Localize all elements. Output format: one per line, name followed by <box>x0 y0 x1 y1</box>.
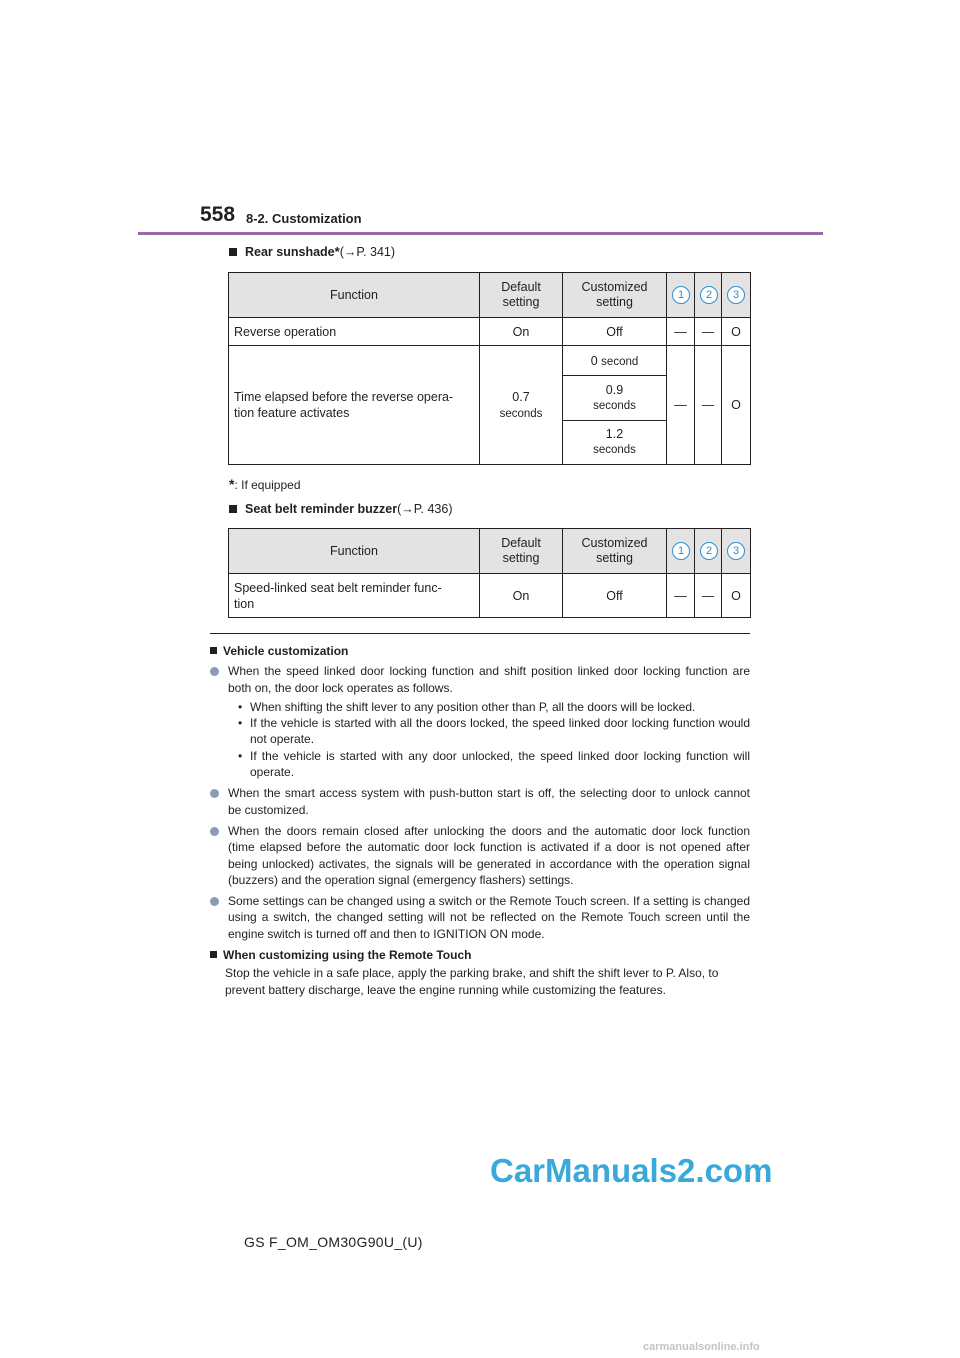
seat-belt-ref[interactable]: (→P. 436) <box>397 502 453 516</box>
col-2-cell: — <box>695 346 722 465</box>
list-item: When the speed linked door locking function and shift position linked door locking function are both on, the door lock operates as follows. • When shifting the shift lever to any position other than P, all the doors will be locked. • If the vehicle is started with all the doors locked, the speed linked door locking function would not operate. • If the vehicle is started with any door unlocked, the speed linked door locking function will operate. <box>210 663 750 780</box>
function-header: Function <box>229 529 480 574</box>
function-cell: Time elapsed before the reverse opera- tion feature activates <box>229 346 480 465</box>
col-1-cell: — <box>667 346 695 465</box>
bullet-dot-icon <box>210 789 219 798</box>
sub-list-item: • If the vehicle is started with any door unlocked, the speed linked door locking function will operate. <box>238 748 750 780</box>
customized-header: Customized setting <box>563 529 667 574</box>
rear-sunshade-table <box>228 272 751 465</box>
default-header: Default setting <box>480 529 563 574</box>
col-1-header <box>667 529 695 574</box>
col-3-cell: O <box>722 346 751 465</box>
header-rule <box>138 232 823 235</box>
sub-list-item: • When shifting the shift lever to any position other than P, all the doors will be locked. <box>238 699 696 714</box>
number-2-icon: 2 <box>700 286 718 304</box>
remote-touch-heading: When customizing using the Remote Touch <box>210 947 750 963</box>
table-row <box>229 346 751 376</box>
col-1-cell: — <box>667 574 695 618</box>
bullet-dot-icon <box>210 827 219 836</box>
watermark-text: carmanualsonline.info <box>643 1341 760 1353</box>
table-row <box>229 574 751 618</box>
seat-belt-title: Seat belt reminder buzzer <box>245 502 398 516</box>
customized-cell: Off <box>563 318 667 346</box>
number-3-icon: 3 <box>727 542 745 560</box>
col-1-header <box>667 273 695 318</box>
customized-option-cell: 0.9 seconds <box>563 376 667 421</box>
vehicle-customization-heading: Vehicle customization <box>210 643 750 659</box>
notes-divider <box>210 633 750 634</box>
bullet-dot-icon <box>210 897 219 906</box>
bullet-dot-icon <box>210 667 219 676</box>
default-cell: 0.7 seconds <box>480 346 563 465</box>
list-item: When the smart access system with push-button start is off, the selecting door to unlock cannot be customized. <box>210 785 750 818</box>
col-3-cell: O <box>722 318 751 346</box>
number-1-icon: 1 <box>672 286 690 304</box>
rear-sunshade-title: Rear sunshade <box>245 244 335 259</box>
document-code: GS F_OM_OM30G90U_(U) <box>244 1234 423 1250</box>
seat-belt-heading <box>229 502 452 516</box>
square-bullet-icon <box>210 951 217 958</box>
function-header: Function <box>229 273 480 318</box>
number-2-icon: 2 <box>700 542 718 560</box>
equipped-star: * <box>334 244 340 259</box>
rear-sunshade-heading <box>229 244 395 259</box>
sub-list-item: • If the vehicle is started with all the doors locked, the speed linked door locking function would not operate. <box>238 716 750 747</box>
col-1-cell: — <box>667 318 695 346</box>
notes <box>210 643 750 998</box>
list-item: When the doors remain closed after unlocking the doors and the automatic door lock function (time elapsed before the automatic door lock function is activated if a door is not opened after being unlocked) activates, the signals will be generated in accordance with the operation signal (buzzers) and the operation signal (emergency flashers) settings. <box>210 823 750 888</box>
footnote: *: If equipped <box>229 476 301 492</box>
seat-belt-table <box>228 528 751 618</box>
square-bullet-icon <box>210 647 217 654</box>
number-1-icon: 1 <box>672 542 690 560</box>
customized-option-cell: 1.2 seconds <box>563 421 667 465</box>
function-cell: Speed-linked seat belt reminder func- tion <box>229 574 480 618</box>
col-2-header <box>695 273 722 318</box>
list-item: Some settings can be changed using a switch or the Remote Touch screen. If a setting is changed using a switch, the changed setting will not be reflected on the Remote Touch screen until the engine switch is turned off and then to IGNITION ON mode. <box>210 893 750 942</box>
col-2-cell: — <box>695 318 722 346</box>
rear-sunshade-ref[interactable]: (→P. 341) <box>339 244 396 259</box>
table-row <box>229 318 751 346</box>
number-3-icon: 3 <box>727 286 745 304</box>
col-2-header <box>695 529 722 574</box>
page-number: 558 <box>200 203 236 226</box>
col-3-header <box>722 529 751 574</box>
col-2-cell: — <box>695 574 722 618</box>
watermark-logo: CarManuals2.com <box>490 1152 773 1189</box>
customized-cell: Off <box>563 574 667 618</box>
remote-touch-text: Stop the vehicle in a safe place, apply the parking brake, and shift the shift lever to P. Also, to prevent battery discharge, leave the engine running while customizing the features. <box>225 966 719 997</box>
col-3-cell: O <box>722 574 751 618</box>
customized-header: Customized setting <box>563 273 667 318</box>
col-3-header <box>722 273 751 318</box>
section-title: 8-2. Customization <box>246 211 362 226</box>
default-cell: On <box>480 574 563 618</box>
default-cell: On <box>480 318 563 346</box>
customized-option-cell: 0 second <box>563 346 667 376</box>
square-bullet-icon <box>229 505 237 513</box>
function-cell: Reverse operation <box>229 318 480 346</box>
square-bullet-icon <box>229 248 237 256</box>
default-header: Default setting <box>480 273 563 318</box>
